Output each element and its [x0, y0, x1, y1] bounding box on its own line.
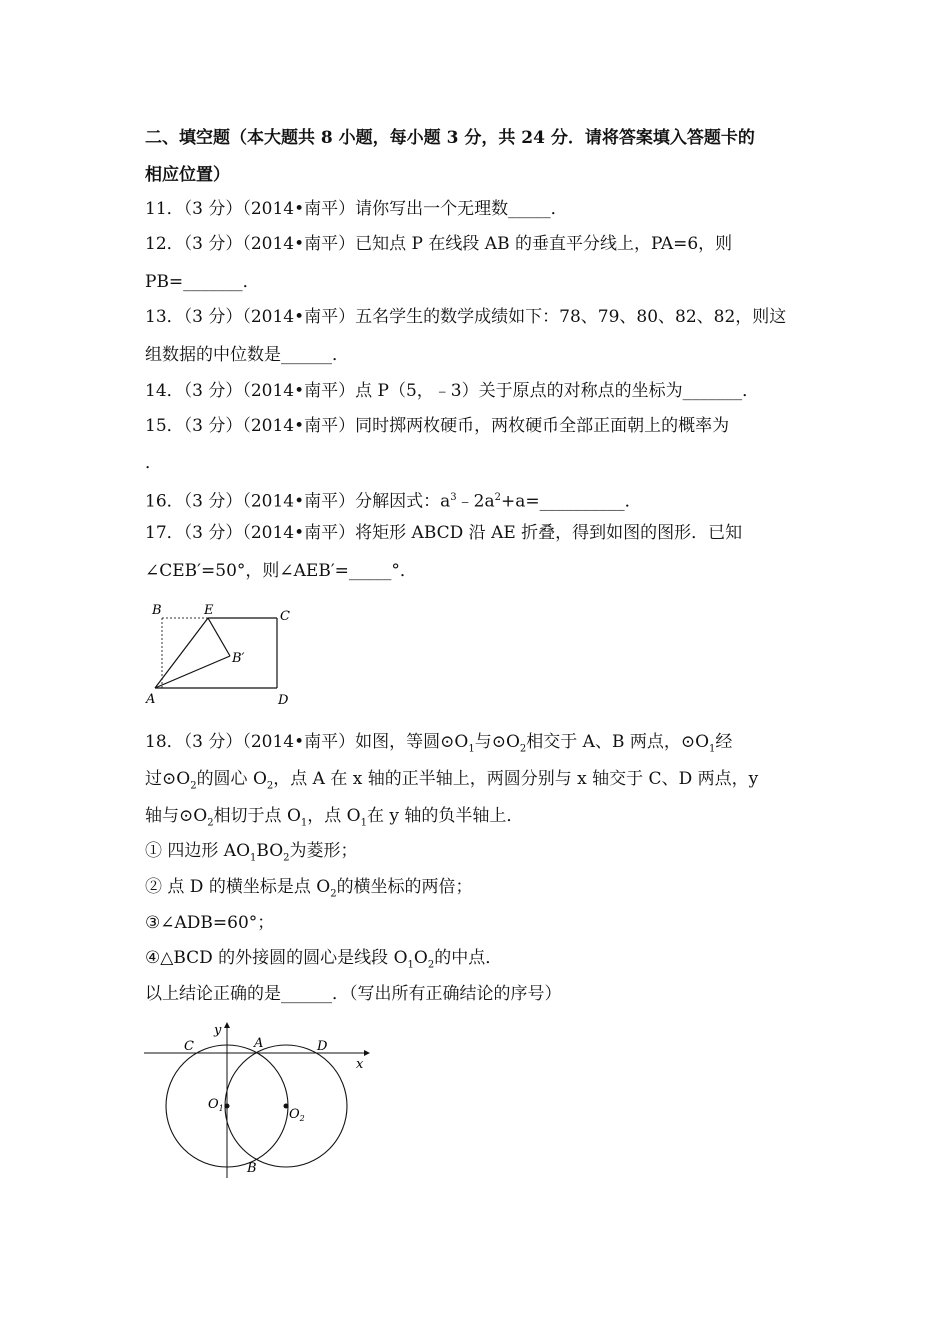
question-18-answer-line: 以上结论正确的是______．（写出所有正确结论的序号）	[145, 984, 562, 1004]
label-D: D	[317, 1039, 328, 1054]
subscript: 1	[468, 743, 475, 755]
x-axis-arrow-icon	[364, 1050, 370, 1056]
subscript: 1	[360, 817, 367, 829]
subscript: 2	[190, 780, 197, 792]
q16-prefix: 16．（3 分）（2014•南平）分解因式：a	[145, 491, 451, 512]
question-13-line2: 组数据的中位数是______．	[145, 345, 349, 365]
conclusion-2	[145, 876, 473, 905]
label-y: y	[214, 1023, 222, 1038]
segment-ABprime	[155, 656, 230, 688]
y-axis-arrow-icon	[224, 1022, 230, 1028]
q16-exponent-3: 3	[450, 492, 457, 503]
section-header-line2: 相应位置）	[145, 165, 230, 185]
c1-text: 为菱形；	[289, 841, 358, 861]
question-15-line1: 15．（3 分）（2014•南平）同时掷两枚硬币，两枚硬币全部正面朝上的概率为	[145, 416, 730, 436]
subscript: 2	[330, 888, 337, 900]
c1-text: ① 四边形 AO	[145, 841, 251, 861]
question-15-line2: ．	[145, 453, 162, 473]
q18-text: 过⊙O	[145, 769, 191, 789]
label-E: E	[204, 603, 214, 618]
question-12-line2: PB=_______．	[145, 272, 260, 292]
question-17-line1: 17．（3 分）（2014•南平）将矩形 ABCD 沿 AE 折叠，得到如图的图形．已知	[145, 523, 743, 543]
conclusion-4	[145, 947, 502, 976]
q18-text: 轴与⊙O	[145, 806, 208, 826]
subscript: 1	[300, 817, 308, 829]
label-O1-sub: 1	[218, 1104, 224, 1113]
question-16	[145, 487, 642, 513]
segment-EBprime	[208, 618, 230, 656]
figure-18-intersecting-circles	[138, 1020, 378, 1185]
q18-text: 的圆心 O	[196, 769, 267, 789]
subscript: 1	[407, 959, 414, 971]
label-Bprime: B′	[232, 651, 245, 666]
q18-text: 在 y 轴的负半轴上．	[367, 806, 524, 826]
question-18-line1	[145, 731, 732, 760]
subscript: 2	[207, 817, 214, 829]
q18-text: 相切于点 O	[213, 806, 301, 826]
c1-text: BO	[256, 841, 284, 861]
q18-text: ，点 A 在 x 轴的正半轴上，两圆分别与 x 轴交于 C、D 两点，y	[273, 769, 759, 789]
c4-text: O	[413, 948, 428, 968]
label-C: C	[280, 609, 290, 624]
q16-mid: ﹣2a	[456, 491, 495, 512]
c2-text: ② 点 D 的横坐标是点 O	[145, 877, 331, 897]
q18-text: ，点 O	[307, 806, 361, 826]
c4-text: 的中点．	[434, 948, 503, 968]
label-O1-letter: O	[208, 1097, 219, 1112]
label-A: A	[254, 1036, 264, 1051]
section-header-line1: 二、填空题（本大题共 8 小题，每小题 3 分，共 24 分．请将答案填入答题卡的	[145, 128, 755, 148]
c4-text: ④△BCD 的外接圆的圆心是线段 O	[145, 948, 408, 968]
label-B: B	[247, 1161, 257, 1176]
question-14: 14．（3 分）（2014•南平）点 P（5，﹣3）关于原点的对称点的坐标为_______．	[145, 381, 760, 401]
subscript: 1	[250, 852, 257, 864]
q16-exponent-2: 2	[494, 492, 501, 503]
subscript: 2	[283, 852, 290, 864]
label-D: D	[278, 693, 289, 708]
subscript: 1	[709, 743, 716, 755]
label-C: C	[184, 1039, 194, 1054]
question-18-line2	[145, 768, 758, 797]
point-O1	[225, 1104, 230, 1109]
point-O2	[284, 1104, 289, 1109]
question-17-line2: ∠CEB′=50°，则∠AEB′=_____°．	[145, 561, 417, 581]
subscript: 2	[519, 743, 527, 755]
label-A: A	[146, 692, 156, 707]
label-O1	[208, 1097, 224, 1113]
label-B: B	[152, 603, 162, 618]
q18-text: 18．（3 分）（2014•南平）如图，等圆⊙O	[145, 732, 469, 752]
question-11: 11．（3 分）（2014•南平）请你写出一个无理数_____．	[145, 199, 568, 219]
segment-AE	[155, 618, 208, 688]
figure-17-rectangle-fold	[140, 598, 300, 710]
subscript: 2	[427, 959, 435, 971]
q18-text: 相交于 A、B 两点，⊙O	[526, 732, 710, 752]
q18-text: 经	[715, 732, 733, 752]
question-18-line3	[145, 805, 523, 834]
conclusion-3: ③∠ADB=60°；	[145, 913, 275, 933]
subscript: 2	[266, 780, 274, 792]
label-x: x	[356, 1057, 364, 1072]
question-12-line1: 12．（3 分）（2014•南平）已知点 P 在线段 AB 的垂直平分线上，PA=6，则	[145, 234, 733, 254]
label-O2-sub: 2	[299, 1114, 305, 1123]
question-13-line1: 13．（3 分）（2014•南平）五名学生的数学成绩如下：78、79、80、82、82，则这	[145, 307, 787, 327]
conclusion-1	[145, 840, 358, 869]
q16-suffix: +a=__________．	[500, 491, 642, 512]
q18-text: 与⊙O	[474, 732, 520, 752]
c2-text: 的横坐标的两倍；	[336, 877, 473, 897]
label-O2	[289, 1107, 305, 1123]
label-O2-letter: O	[289, 1107, 300, 1122]
